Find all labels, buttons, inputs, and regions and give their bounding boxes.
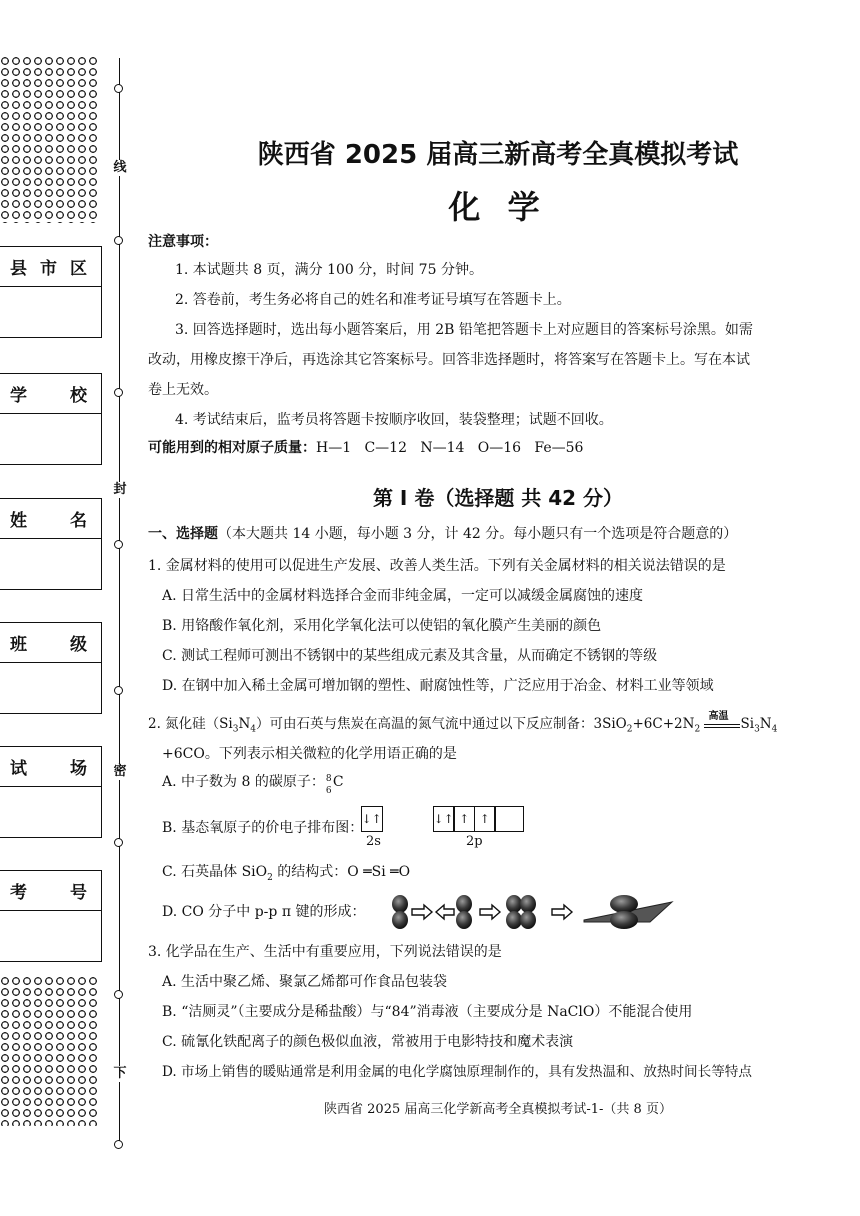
q2-stem-cont: +6CO。下列表示相关微粒的化学用语正确的是 [162,746,457,762]
binding-label-xian: 线 [111,160,129,176]
field-exam-number: 考 号 [0,870,102,962]
orbital-box: ↑ [474,806,496,832]
dot-pattern-top [0,56,100,223]
binding-ring [114,838,123,847]
q3-option-c: C. 硫氰化铁配离子的颜色极似血液，常被用于电影特技和魔术表演 [162,1034,574,1050]
binding-ring [114,686,123,695]
q1-option-d: D. 在钢中加入稀土金属可增加钢的塑性、耐腐蚀性等，广泛应用于冶金、材料工业等领域 [162,678,714,694]
field-school: 学 校 [0,373,102,465]
q2-option-b: B. 基态氧原子的价电子排布图： [162,820,364,836]
notice-item-3-cont: 改动，用橡皮擦干净后，再选涂其它答案标号。回答非选择题时，将答案写在答题卡上。写在本试 [148,352,750,368]
q3-option-b: B. “洁厕灵”（主要成分是稀盐酸）与“84”消毒液（主要成分是 NaClO）不能混合使用 [162,1004,693,1020]
binding-line [119,58,120,1146]
binding-ring [114,540,123,549]
q2-option-d: D. CO 分子中 p-p π 键的形成： [162,904,366,920]
field-county: 县 市 区 [0,246,102,338]
orbital-label-2s: 2s [366,834,381,849]
notice-item-3: 3. 回答选择题时，选出每小题答案后，用 2B 铅笔把答题卡上对应题目的答案标号涂黑。如需 [175,322,753,338]
q3-option-d: D. 市场上销售的暖贴通常是利用金属的电化学腐蚀原理制作的，具有发热温和、放热时间长等特点 [162,1064,752,1080]
notice-item-1: 1. 本试题共 8 页，满分 100 分，时间 75 分钟。 [175,262,483,278]
p-orbital-icon [456,895,472,929]
orbital-label-2p: 2p [466,834,483,849]
binding-label-xia: 下 [111,1066,129,1082]
reaction-arrow: 高温 [704,718,740,732]
orbital-2s [362,806,383,832]
q2-option-a: A. 中子数为 8 的碳原子： 8 6 C [162,774,344,796]
dot-pattern-bottom [0,976,100,1126]
q1-option-b: B. 用铬酸作氧化剂，采用化学氧化法可以使铝的氧化膜产生美丽的颜色 [162,618,602,634]
q3-option-a: A. 生活中聚乙烯、聚氯乙烯都可作食品包装袋 [162,974,448,990]
subject-title: 化 学 [448,188,548,226]
field-name: 姓 名 [0,498,102,590]
p-orbital-icon [392,895,408,929]
field-exam-room: 试 场 [0,746,102,838]
page-footer: 陕西省 2025 届高三化学新高考全真模拟考试-1-（共 8 页） [324,1102,672,1117]
notice-heading: 注意事项： [148,234,218,250]
binding-ring [114,84,123,93]
exam-title: 陕西省 2025 届高三新高考全真模拟考试 [257,140,739,170]
pi-bond-diagram [388,892,678,932]
orbital-box: ↑ [453,806,475,832]
binding-label-feng: 封 [111,482,129,498]
orbital-2p [434,806,524,832]
q2-stem: 2. 氮化硅$(Si_3N_4)$可由石英与焦炭在高温的氮气流中通过以下反应制备：$3SiO_2+6C+2N_2$ 高温 $Si_3N_4$ [148,710,778,735]
binding-ring [114,388,123,397]
orbital-box: ↓↑ [433,806,455,832]
field-class: 班 级 [0,622,102,714]
q1-option-a: A. 日常生活中的金属材料选择合金而非纯金属，一定可以减缓金属腐蚀的速度 [162,588,644,604]
right-arrow-icon [480,905,500,919]
q2-option-c: C. 石英晶体 SiO$_2$ 的结构式：O ═Si ═O [162,864,411,883]
binding-ring [114,236,123,245]
atomic-masses: 可能用到的相对原子质量：H—1 C—12 N—14 O—16 Fe—56 [148,440,584,456]
right-arrow-icon [412,905,432,919]
q1-option-c: C. 测试工程师可测出不锈钢中的某些组成元素及其含量，从而确定不锈钢的等级 [162,648,658,664]
overlapping-orbitals-icon [506,895,536,929]
pi-bond-icon [584,895,672,929]
notice-item-2: 2. 答卷前，考生务必将自己的姓名和准考证号填写在答题卡上。 [175,292,571,308]
notice-item-4: 4. 考试结束后，监考员将答题卡按顺序收回，装袋整理；试题不回收。 [175,412,613,428]
notice-item-3-end: 卷上无效。 [148,382,218,398]
q3-stem: 3. 化学品在生产、生活中有重要应用，下列说法错误的是 [148,944,502,960]
binding-ring [114,1140,123,1149]
orbital-box: ↓↑ [361,806,383,832]
left-arrow-icon [436,905,454,919]
orbital-box [494,806,524,832]
binding-ring [114,990,123,999]
q1-stem: 1. 金属材料的使用可以促进生产发展、改善人类生活。下列有关金属材料的相关说法错误的是 [148,558,726,574]
binding-label-mi: 密 [111,764,129,780]
right-arrow-icon [552,905,572,919]
section-title: 第 Ⅰ 卷（选择题 共 42 分） [372,486,624,510]
part-heading: 一、选择题（本大题共 14 小题，每小题 3 分，计 42 分。每小题只有一个选项是符合题意的） [148,526,738,542]
